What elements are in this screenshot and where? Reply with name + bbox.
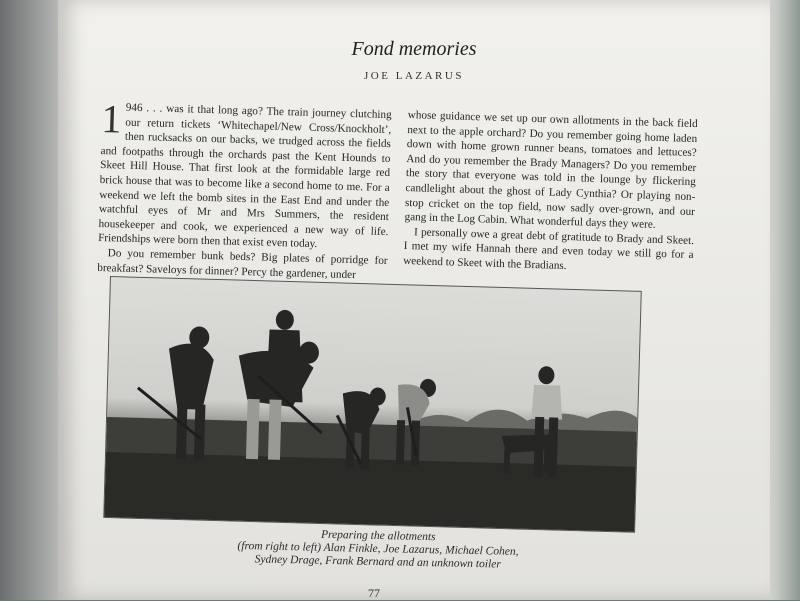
drop-cap: 1	[100, 96, 123, 142]
paragraph: I personally owe a great debt of gratitude to Brady and Skeet. I met my wife Hannah there and even today we still go for a weekend to Skeet with the Bradians.	[403, 226, 695, 272]
book-page	[58, 0, 770, 600]
photo-illustration	[104, 277, 640, 532]
photo-caption	[158, 525, 599, 573]
paragraph: whose guidance we set up our own allotments in the back field next to the apple orchard? Do you remember going home laden down with home grown runner beans, tomatoes and lettuces? And do you remember the Brady Managers? Do you remember the story that everyone was told in the lounge by flickering candlelight about the ghost of Lady Cynthia? Or playing non-stop cricket on the top field, now sadly over-grown, and our gang in the Log Cabin. What wonderful days they were.	[404, 108, 698, 231]
article-title: Fond memories	[351, 38, 477, 60]
right-column	[403, 108, 698, 278]
caption-line: Preparing the allotments	[320, 528, 436, 544]
page-number: 77	[368, 586, 380, 600]
paragraph: Do you remember bunk beds? Big plates of porridge for breakfast? Saveloys for dinner? Percy the gardener, under	[97, 247, 388, 281]
left-column	[97, 96, 392, 283]
caption-line: (from right to left) Alan Finkle, Joe Lazarus, Michael Cohen,	[237, 540, 519, 558]
caption-line: Sydney Drage, Frank Bernard and an unknown toiler	[254, 553, 501, 571]
article-author: JOE LAZARUS	[364, 70, 464, 82]
paragraph	[97, 96, 392, 254]
facing-page-edge	[0, 0, 64, 600]
paragraph-text: 946 . . . was it that long ago? The train journey clutching our return tickets ‘Whitechapel/New Cross/Knockholt’, then rucksacks on our backs, we trudged across the fields and footpaths through the orchards past the Kent Hounds to Skeet Hill House. That first look at the formidable large red brick house that was to become like a second home to me. For a weekend we left the bomb sites in the East End and under the watchful eyes of Mr and Mrs Summers, the resident housekeeper and cook, we experienced a new way of life. Friendships were born then that exist even today.	[97, 101, 392, 251]
allotments-photo	[103, 276, 642, 533]
